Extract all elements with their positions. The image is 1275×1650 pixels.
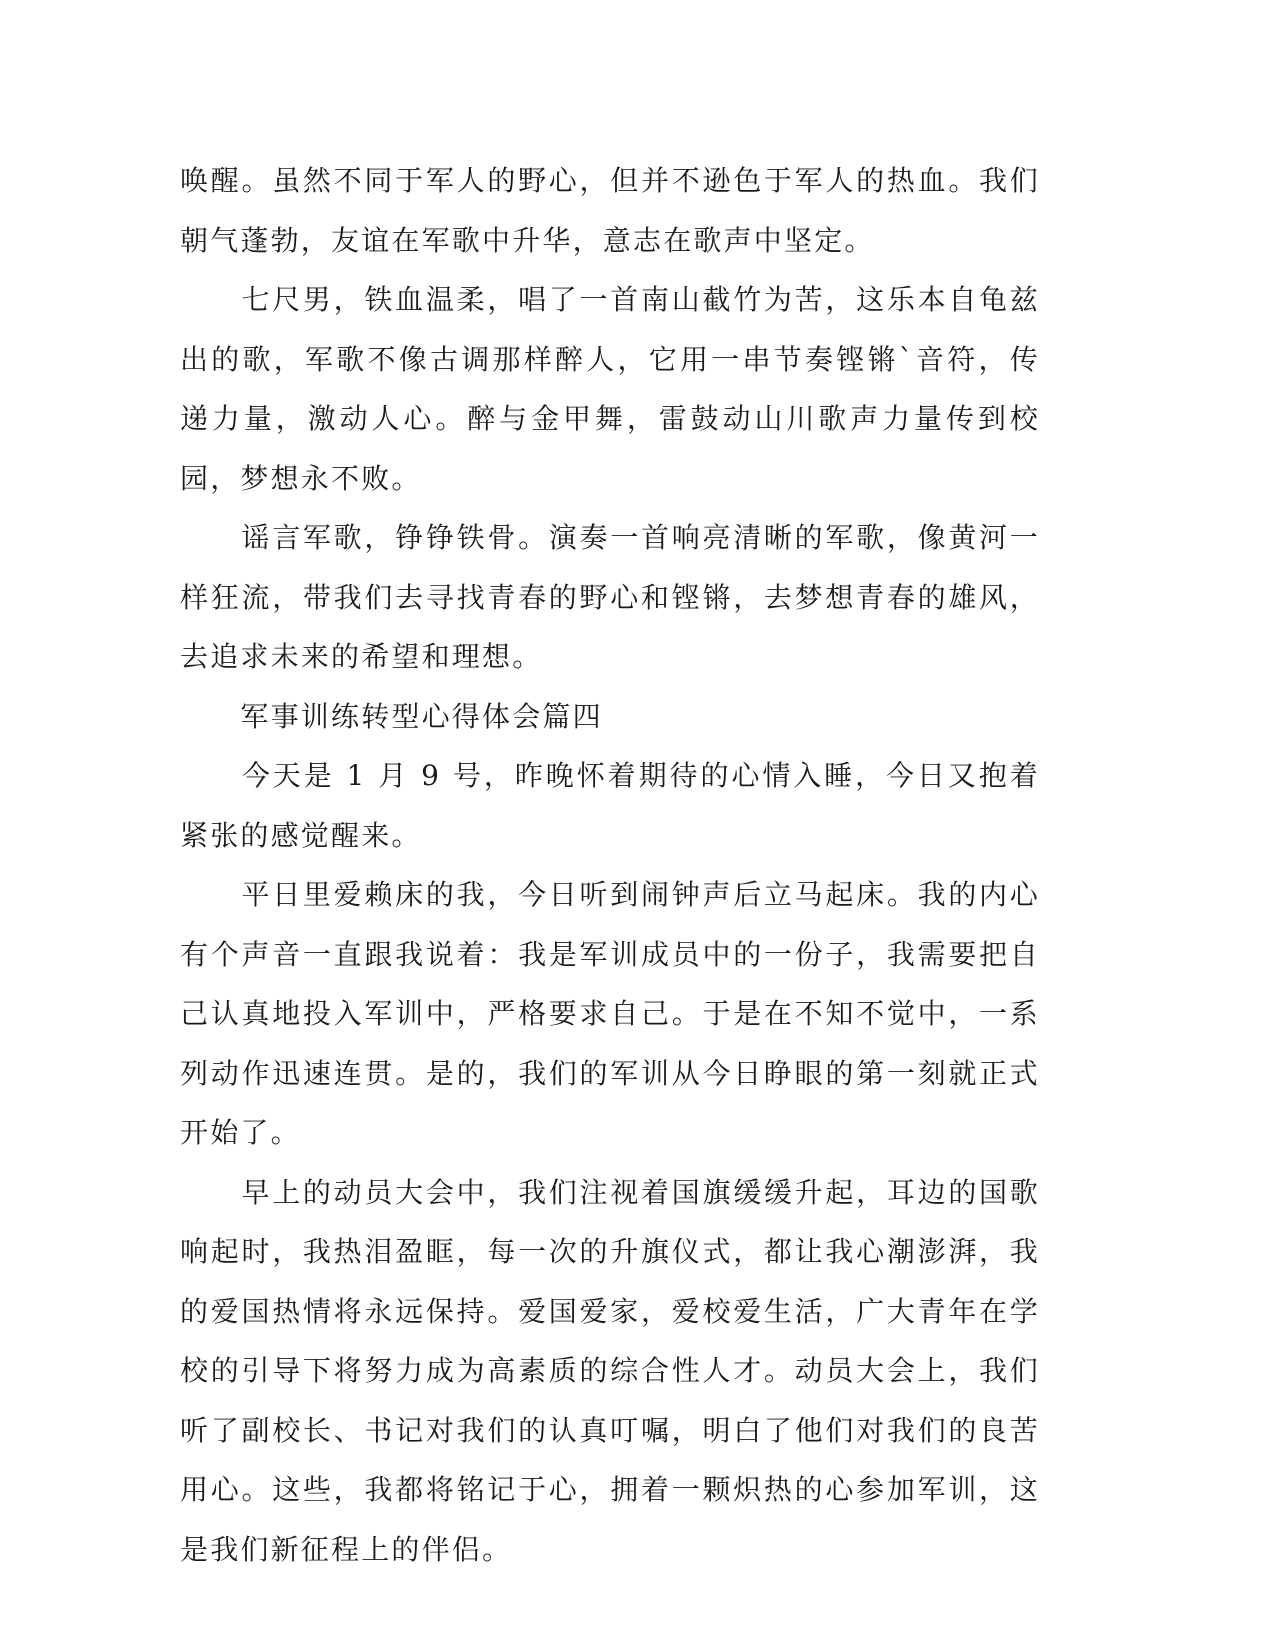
section-heading: 军事训练转型心得体会篇四 [180,699,603,733]
paragraph-6: 早上的动员大会中，我们注视着国旗缓缓升起，耳边的国歌响起时，我热泪盈眶，每一次的升旗仪式，都让我心潮澎湃，我的爱国热情将永远保持。爱国爱家，爱校爱生活，广大青年在学校的引导下将努力成为高素质的综合性人才。动员大会上，我们听了副校长、书记对我们的认真叮嘱，明白了他们对我们的良苦用心。这些，我都将铭记于心，拥着一颗炽热的心参加军训，这是我们新征程上的伴侣。 [180,1175,1040,1566]
paragraph-1: 唤醒。虽然不同于军人的野心，但并不逊色于军人的热血。我们朝气蓬勃，友谊在军歌中升华，意志在歌声中坚定。 [180,164,1040,257]
document-body [180,151,1040,1579]
paragraph-4: 今天是 1 月 9 号，昨晚怀着期待的心情入睡，今日又抱着紧张的感觉醒来。 [180,759,1040,852]
paragraph-3: 谣言军歌，铮铮铁骨。演奏一首响亮清晰的军歌，像黄河一样狂流，带我们去寻找青春的野心和铿锵，去梦想青春的雄风，去追求未来的希望和理想。 [180,521,1040,673]
paragraph-2: 七尺男，铁血温柔，唱了一首南山截竹为苦，这乐本自龟兹出的歌，军歌不像古调那样醉人，它用一串节奏铿锵`音符，传递力量，激动人心。醉与金甲舞，雷鼓动山川歌声力量传到校园，梦想永不败。 [180,283,1040,495]
paragraph-5: 平日里爱赖床的我，今日听到闹钟声后立马起床。我的内心有个声音一直跟我说着：我是军训成员中的一份子，我需要把自己认真地投入军训中，严格要求自己。于是在不知不觉中，一系列动作迅速连贯。是的，我们的军训从今日睁眼的第一刻就正式开始了。 [180,878,1040,1149]
